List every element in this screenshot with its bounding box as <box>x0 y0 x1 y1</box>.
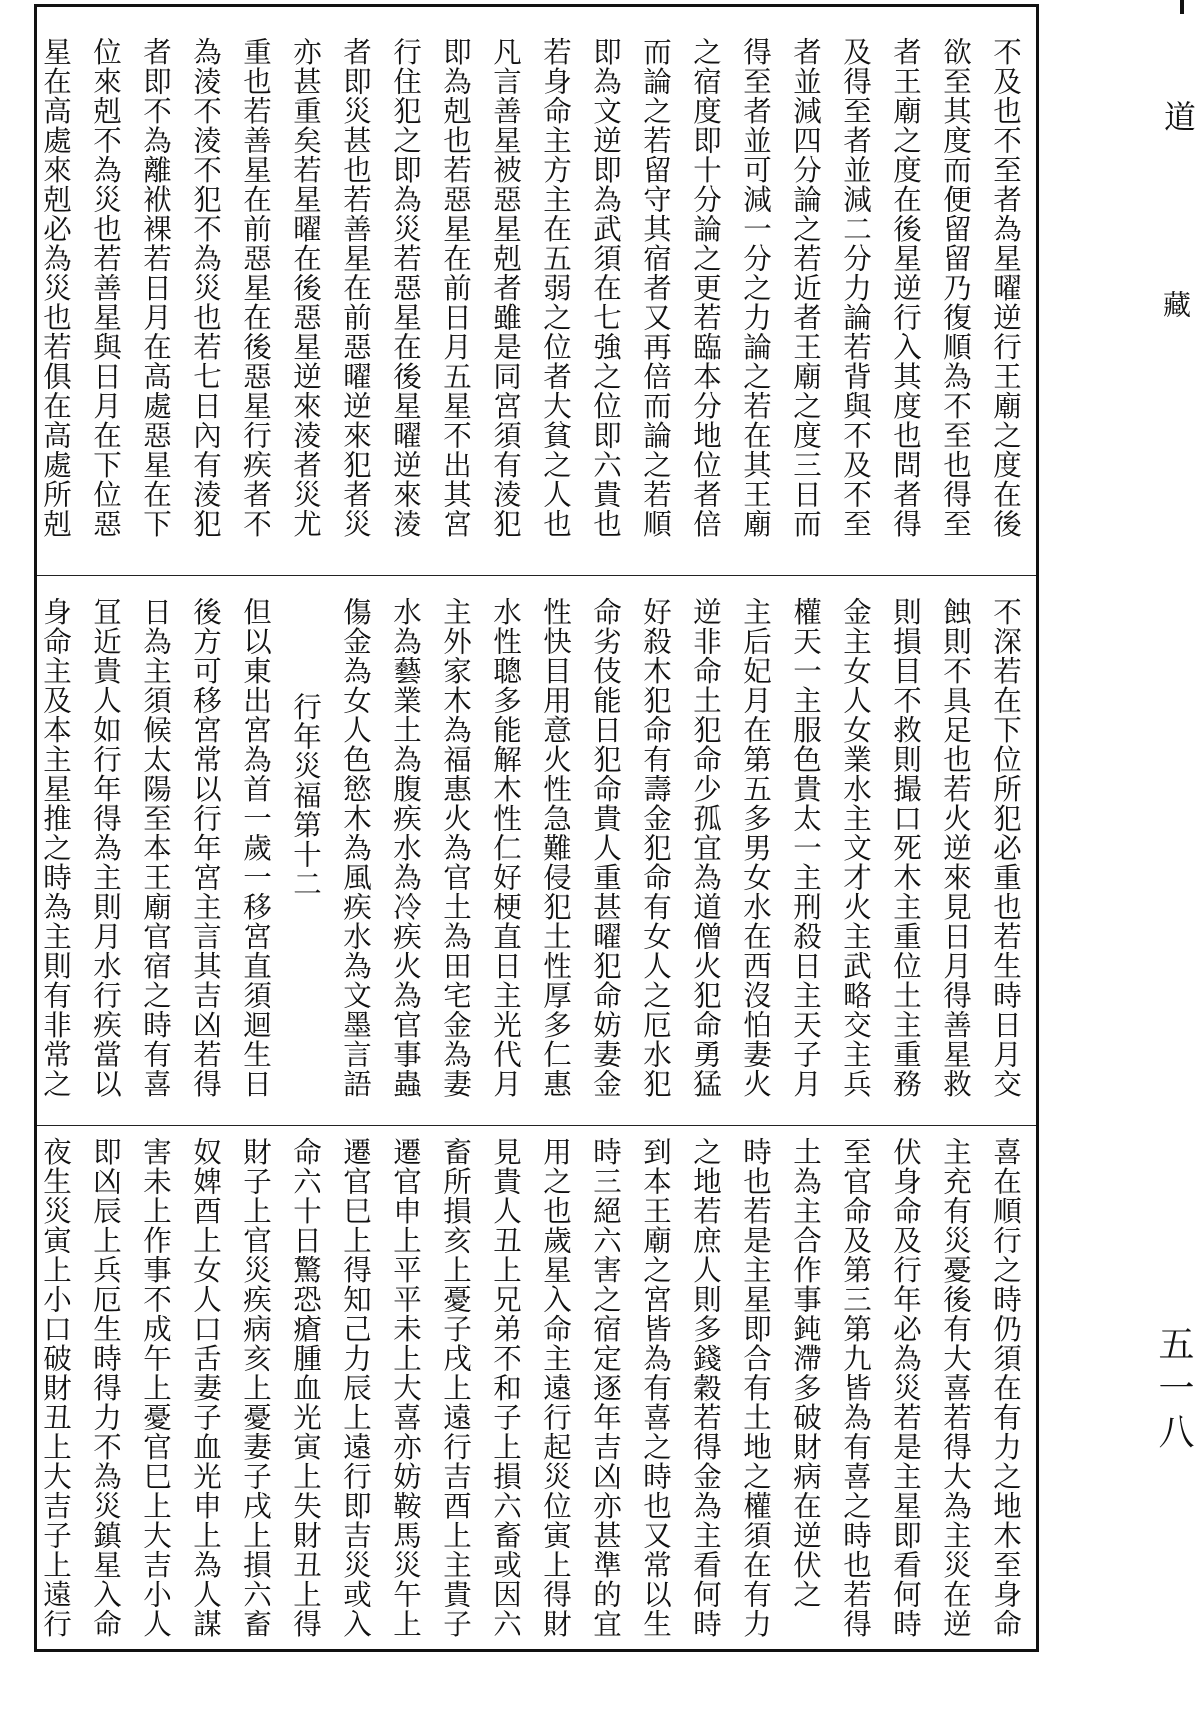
text-column: 重也若善星在前惡星在後惡星行疾者不 <box>239 37 272 539</box>
text-column: 即為剋也若惡星在前日月五星不出其宮 <box>439 37 472 539</box>
text-column: 權天一主服色貴太一主刑殺日主天子月 <box>789 597 822 1099</box>
text-column: 行年災福第十二 <box>289 692 322 899</box>
text-column: 不深若在下位所犯必重也若生時日月交 <box>989 597 1022 1099</box>
text-column: 性快目用意火性急難侵犯土性厚多仁惠 <box>539 597 572 1099</box>
register-divider <box>37 575 1036 576</box>
text-column: 蝕則不具足也若火逆來見日月得善星救 <box>939 597 972 1099</box>
text-column: 好殺木犯命有壽金犯命有女人之厄水犯 <box>639 597 672 1099</box>
text-column: 遷官巳上得知己力辰上遠行即吉災或入 <box>339 1137 372 1639</box>
text-column: 後方可移宮常以行年宮主言其吉凶若得 <box>189 597 222 1099</box>
text-column: 遷官申上平平未上大喜亦妨鞍馬災午上 <box>389 1137 422 1639</box>
margin-title-char: 道 <box>1159 100 1197 132</box>
text-column: 逆非命土犯命少孤宜為道僧火犯命勇猛 <box>689 597 722 1099</box>
text-column: 日為主須候太陽至本王廟官宿之時有喜 <box>139 597 172 1099</box>
text-column: 主外家木為福惠火為官土為田宅金為妻 <box>439 597 472 1099</box>
text-column: 若身命主方主在五弱之位者大貧之人也 <box>539 37 572 539</box>
text-column: 及得至者並減二分力論若背與不及不至 <box>839 37 872 539</box>
text-column: 而論之若留守其宿者又再倍而論之若順 <box>639 37 672 539</box>
text-column: 奴婢酉上女人口舌妻子血光申上為人謀 <box>189 1137 222 1639</box>
text-column: 為淩不淩不犯不為災也若七日內有淩犯 <box>189 37 222 539</box>
page-number: 五一八 <box>1153 1325 1194 1457</box>
register-middle <box>37 597 1036 1122</box>
text-column: 亦甚重矣若星曜在後惡星逆來淩者災尤 <box>289 37 322 539</box>
text-column: 不及也不至者為星曜逆行王廟之度在後 <box>989 37 1022 539</box>
text-column: 命六十日驚恐瘡腫血光寅上失財丑上得 <box>289 1137 322 1639</box>
text-column: 星在高處來剋必為災也若俱在高處所剋 <box>39 37 72 539</box>
page-frame <box>34 4 1039 1652</box>
text-column: 用之也歲星入命主遠行起災位寅上得財 <box>539 1137 572 1639</box>
corner-mark <box>1180 0 1184 14</box>
text-column: 者並減四分論之若近者王廟之度三日而 <box>789 37 822 539</box>
text-column: 之宿度即十分論之更若臨本分地位者倍 <box>689 37 722 539</box>
text-column: 即為文逆即為武須在七強之位即六貴也 <box>589 37 622 539</box>
text-column: 得至者並可減一分之力論之若在其王廟 <box>739 37 772 539</box>
text-column: 喜在順行之時仍須在有力之地木至身命 <box>989 1137 1022 1639</box>
text-column: 金主女人女業水主文才火主武略交主兵 <box>839 597 872 1099</box>
text-column: 即凶辰上兵厄生時得力不為災鎮星入命 <box>89 1137 122 1639</box>
text-column: 傷金為女人色慾木為風疾水為文墨言語 <box>339 597 372 1099</box>
text-column: 者王廟之度在後星逆行入其度也問者得 <box>889 37 922 539</box>
text-column: 命劣伎能日犯命貴人重甚曜犯命妨妻金 <box>589 597 622 1099</box>
text-column: 位來剋不為災也若善星與日月在下位惡 <box>89 37 122 539</box>
register-bottom <box>37 1137 1036 1647</box>
text-column: 至官命及第三第九皆為有喜之時也若得 <box>839 1137 872 1639</box>
text-column: 土為主合作事鈍滯多破財病在逆伏之 <box>789 1137 822 1609</box>
text-column: 冝近貴人如行年得為主則月水行疾當以 <box>89 597 122 1099</box>
text-column: 畜所損亥上憂子戌上遠行吉酉上主貴子 <box>439 1137 472 1639</box>
text-column: 時三絕六害之宿定逐年吉凶亦甚準的宜 <box>589 1137 622 1639</box>
text-column: 行住犯之即為災若惡星在後星曜逆來淩 <box>389 37 422 539</box>
text-column: 水為藝業土為腹疾水為冷疾火為官事蟲 <box>389 597 422 1099</box>
text-column: 者即不為離袱裸若日月在高處惡星在下 <box>139 37 172 539</box>
text-column: 身命主及本主星推之時為主則有非常之 <box>39 597 72 1099</box>
text-column: 主后妃月在第五多男女水在西沒怕妻火 <box>739 597 772 1099</box>
text-column: 到本王廟之宮皆為有喜之時也又常以生 <box>639 1137 672 1639</box>
text-column: 則損目不救則撮口死木主重位土主重務 <box>889 597 922 1099</box>
register-top <box>37 37 1036 572</box>
text-column: 伏身命及行年必為災若是主星即看何時 <box>889 1137 922 1639</box>
text-column: 時也若是主星即合有土地之權須在有力 <box>739 1137 772 1639</box>
register-divider <box>37 1125 1036 1126</box>
text-column: 見貴人丑上兄弟不和子上損六畜或因六 <box>489 1137 522 1639</box>
text-column: 欲至其度而便留留乃復順為不至也得至 <box>939 37 972 539</box>
text-column: 害未上作事不成午上憂官巳上大吉小人 <box>139 1137 172 1639</box>
text-column: 之地若庶人則多錢穀若得金為主看何時 <box>689 1137 722 1639</box>
text-column: 凡言善星被惡星剋者雖是同宮須有淩犯 <box>489 37 522 539</box>
text-column: 者即災甚也若善星在前惡曜逆來犯者災 <box>339 37 372 539</box>
text-column: 但以東出宮為首一歲一移宮直須迴生日 <box>239 597 272 1099</box>
text-column: 夜生災寅上小口破財丑上大吉子上遠行 <box>39 1137 72 1639</box>
text-column: 水性聰多能解木性仁好梗直日主光代月 <box>489 597 522 1099</box>
margin-title-char: 藏 <box>1159 290 1192 318</box>
text-column: 主充有災憂後有大喜若得大為主災在逆 <box>939 1137 972 1639</box>
text-column: 財子上官災疾病亥上憂妻子戌上損六畜 <box>239 1137 272 1639</box>
